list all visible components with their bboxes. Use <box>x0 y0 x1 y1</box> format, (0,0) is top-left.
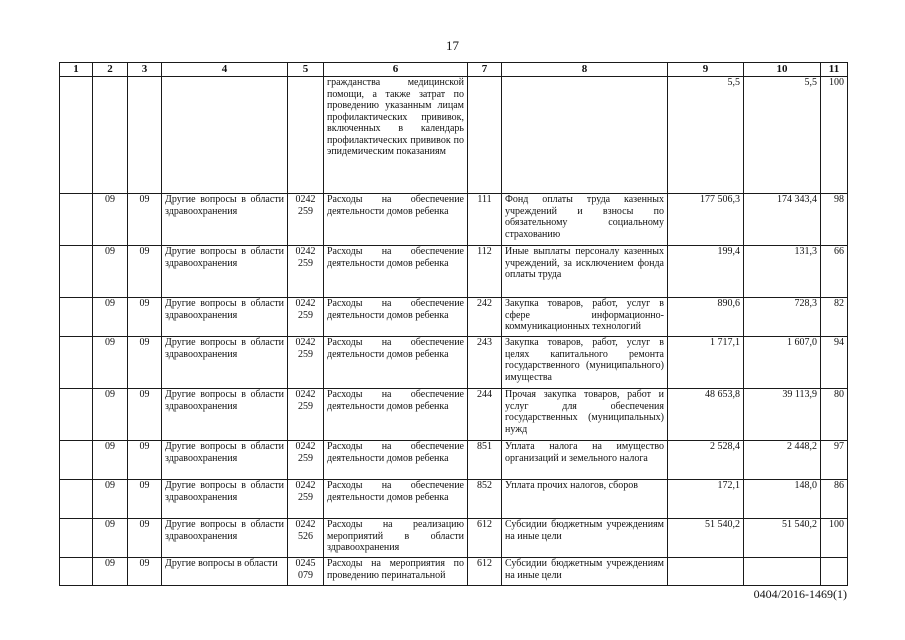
column-header: 2 <box>93 63 128 77</box>
table-cell-col8: Уплата налога на имущество организаций и земельного налога <box>502 441 668 480</box>
table-cell-col10: 174 343,4 <box>744 194 821 246</box>
table-row <box>60 441 848 480</box>
column-header: 1 <box>60 63 93 77</box>
page-number: 17 <box>446 38 459 53</box>
table-cell-col6: Расходы на обеспечение деятельности домов ребенка <box>324 480 468 519</box>
table-cell-col1 <box>60 558 93 586</box>
table-cell-col10: 39 113,9 <box>744 389 821 441</box>
table-cell-col2: 09 <box>93 298 128 337</box>
table-cell-col7: 852 <box>468 480 502 519</box>
column-header: 7 <box>468 63 502 77</box>
column-header: 9 <box>668 63 744 77</box>
table-cell-col11: 80 <box>821 389 848 441</box>
table-cell-col4 <box>162 77 288 194</box>
table-cell-col5: 0242 259 <box>288 441 324 480</box>
table-cell-col1 <box>60 519 93 558</box>
table-cell-col3: 09 <box>128 337 162 389</box>
table-cell-col2: 09 <box>93 480 128 519</box>
table-cell-col11: 100 <box>821 77 848 194</box>
table-cell-col11: 82 <box>821 298 848 337</box>
table-cell-col6: Расходы на обеспечение деятельности домов ребенка <box>324 298 468 337</box>
table-cell-col1 <box>60 246 93 298</box>
table-cell-col2: 09 <box>93 337 128 389</box>
table-cell-col4: Другие вопросы в области здравоохранения <box>162 389 288 441</box>
table-cell-col7: 612 <box>468 558 502 586</box>
budget-table <box>59 62 848 586</box>
table-cell-col2: 09 <box>93 441 128 480</box>
table-row <box>60 519 848 558</box>
table-cell-col11: 94 <box>821 337 848 389</box>
table-cell-col5 <box>288 77 324 194</box>
table-cell-col4: Другие вопросы в области здравоохранения <box>162 246 288 298</box>
table-cell-col7 <box>468 77 502 194</box>
table-cell-col5: 0242 259 <box>288 480 324 519</box>
table-cell-col8: Уплата прочих налогов, сборов <box>502 480 668 519</box>
table-cell-col6: Расходы на обеспечение деятельности домов ребенка <box>324 389 468 441</box>
table-cell-col8: Прочая закупка товаров, работ и услуг для обеспечения государственных (муниципальных) нужд <box>502 389 668 441</box>
table-cell-col8: Закупка товаров, работ, услуг в целях капитального ремонта государственного (муниципального) имущества <box>502 337 668 389</box>
table-cell-col7: 112 <box>468 246 502 298</box>
table-cell-col2: 09 <box>93 194 128 246</box>
table-cell-col5: 0245 079 <box>288 558 324 586</box>
table-cell-col8: Субсидии бюджетным учреждениям на иные цели <box>502 519 668 558</box>
table-cell-col2: 09 <box>93 558 128 586</box>
table-cell-col1 <box>60 441 93 480</box>
table-cell-col4: Другие вопросы в области здравоохранения <box>162 480 288 519</box>
table-cell-col7: 244 <box>468 389 502 441</box>
table-cell-col10: 51 540,2 <box>744 519 821 558</box>
table-row <box>60 558 848 586</box>
table-cell-col4: Другие вопросы в области <box>162 558 288 586</box>
table-cell-col10: 1 607,0 <box>744 337 821 389</box>
table-cell-col9: 48 653,8 <box>668 389 744 441</box>
table-cell-col11: 100 <box>821 519 848 558</box>
table-row <box>60 246 848 298</box>
table-row <box>60 480 848 519</box>
column-header: 8 <box>502 63 668 77</box>
table-cell-col5: 0242 259 <box>288 194 324 246</box>
table-cell-col2: 09 <box>93 246 128 298</box>
table-cell-col9: 1 717,1 <box>668 337 744 389</box>
table-cell-col3: 09 <box>128 480 162 519</box>
table-cell-col2: 09 <box>93 519 128 558</box>
column-header: 5 <box>288 63 324 77</box>
table-cell-col9 <box>668 558 744 586</box>
table-cell-col9: 177 506,3 <box>668 194 744 246</box>
table-cell-col11: 86 <box>821 480 848 519</box>
table-cell-col3: 09 <box>128 519 162 558</box>
table-cell-col9: 2 528,4 <box>668 441 744 480</box>
table-row <box>60 298 848 337</box>
table-cell-col2: 09 <box>93 389 128 441</box>
table-cell-col9: 199,4 <box>668 246 744 298</box>
table-cell-col1 <box>60 480 93 519</box>
table-cell-col5: 0242 259 <box>288 337 324 389</box>
table-cell-col8: Иные выплаты персоналу казенных учреждений, за исключением фонда оплаты труда <box>502 246 668 298</box>
table-cell-col10: 2 448,2 <box>744 441 821 480</box>
table-cell-col4: Другие вопросы в области здравоохранения <box>162 337 288 389</box>
table-cell-col7: 243 <box>468 337 502 389</box>
table-cell-col4: Другие вопросы в области здравоохранения <box>162 194 288 246</box>
table-cell-col3: 09 <box>128 389 162 441</box>
table-cell-col3: 09 <box>128 194 162 246</box>
table-cell-col10: 131,3 <box>744 246 821 298</box>
table-cell-col1 <box>60 298 93 337</box>
table-row <box>60 77 848 194</box>
table-cell-col8: Фонд оплаты труда казенных учреждений и взносы по обязательному социальному страхованию <box>502 194 668 246</box>
table-cell-col4: Другие вопросы в области здравоохранения <box>162 441 288 480</box>
table-cell-col11: 98 <box>821 194 848 246</box>
table-cell-col3 <box>128 77 162 194</box>
column-header: 6 <box>324 63 468 77</box>
header-row <box>60 63 848 77</box>
table-cell-col6: гражданства медицинской помощи, а также затрат по проведению указанным лицам профилактических прививок, включенных в календарь профилактических прививок по эпидемическим показаниям <box>324 77 468 194</box>
table-cell-col3: 09 <box>128 298 162 337</box>
table-row <box>60 194 848 246</box>
table-cell-col11: 97 <box>821 441 848 480</box>
table-cell-col10 <box>744 558 821 586</box>
table-cell-col1 <box>60 77 93 194</box>
table-cell-col9: 172,1 <box>668 480 744 519</box>
table-cell-col5: 0242 259 <box>288 246 324 298</box>
table-cell-col1 <box>60 337 93 389</box>
table-cell-col5: 0242 259 <box>288 298 324 337</box>
column-header: 11 <box>821 63 848 77</box>
table-cell-col6: Расходы на обеспечение деятельности домов ребенка <box>324 337 468 389</box>
table-cell-col11 <box>821 558 848 586</box>
table-cell-col6: Расходы на мероприятия по проведению перинатальной <box>324 558 468 586</box>
table-cell-col8: Закупка товаров, работ, услуг в сфере информационно-коммуникационных технологий <box>502 298 668 337</box>
table-cell-col4: Другие вопросы в области здравоохранения <box>162 519 288 558</box>
table-cell-col6: Расходы на реализацию мероприятий в области здравоохранения <box>324 519 468 558</box>
table-cell-col7: 851 <box>468 441 502 480</box>
column-header: 4 <box>162 63 288 77</box>
table-cell-col2 <box>93 77 128 194</box>
table-cell-col10: 728,3 <box>744 298 821 337</box>
table-row <box>60 389 848 441</box>
table-cell-col3: 09 <box>128 246 162 298</box>
table-cell-col9: 890,6 <box>668 298 744 337</box>
column-header: 10 <box>744 63 821 77</box>
table-cell-col7: 612 <box>468 519 502 558</box>
table-cell-col5: 0242 526 <box>288 519 324 558</box>
table-cell-col7: 242 <box>468 298 502 337</box>
table-cell-col6: Расходы на обеспечение деятельности домов ребенка <box>324 194 468 246</box>
table-cell-col1 <box>60 389 93 441</box>
table-cell-col9: 51 540,2 <box>668 519 744 558</box>
column-header: 3 <box>128 63 162 77</box>
table-cell-col4: Другие вопросы в области здравоохранения <box>162 298 288 337</box>
document-code: 0404/2016-1469(1) <box>753 587 847 601</box>
table-cell-col6: Расходы на обеспечение деятельности домов ребенка <box>324 246 468 298</box>
table-cell-col9: 5,5 <box>668 77 744 194</box>
table-cell-col3: 09 <box>128 441 162 480</box>
table-cell-col10: 148,0 <box>744 480 821 519</box>
table-cell-col1 <box>60 194 93 246</box>
table-row <box>60 337 848 389</box>
table-cell-col6: Расходы на обеспечение деятельности домов ребенка <box>324 441 468 480</box>
table-cell-col8 <box>502 77 668 194</box>
table-cell-col11: 66 <box>821 246 848 298</box>
table-cell-col10: 5,5 <box>744 77 821 194</box>
table-cell-col7: 111 <box>468 194 502 246</box>
table-cell-col3: 09 <box>128 558 162 586</box>
table-cell-col5: 0242 259 <box>288 389 324 441</box>
table-cell-col8: Субсидии бюджетным учреждениям на иные цели <box>502 558 668 586</box>
